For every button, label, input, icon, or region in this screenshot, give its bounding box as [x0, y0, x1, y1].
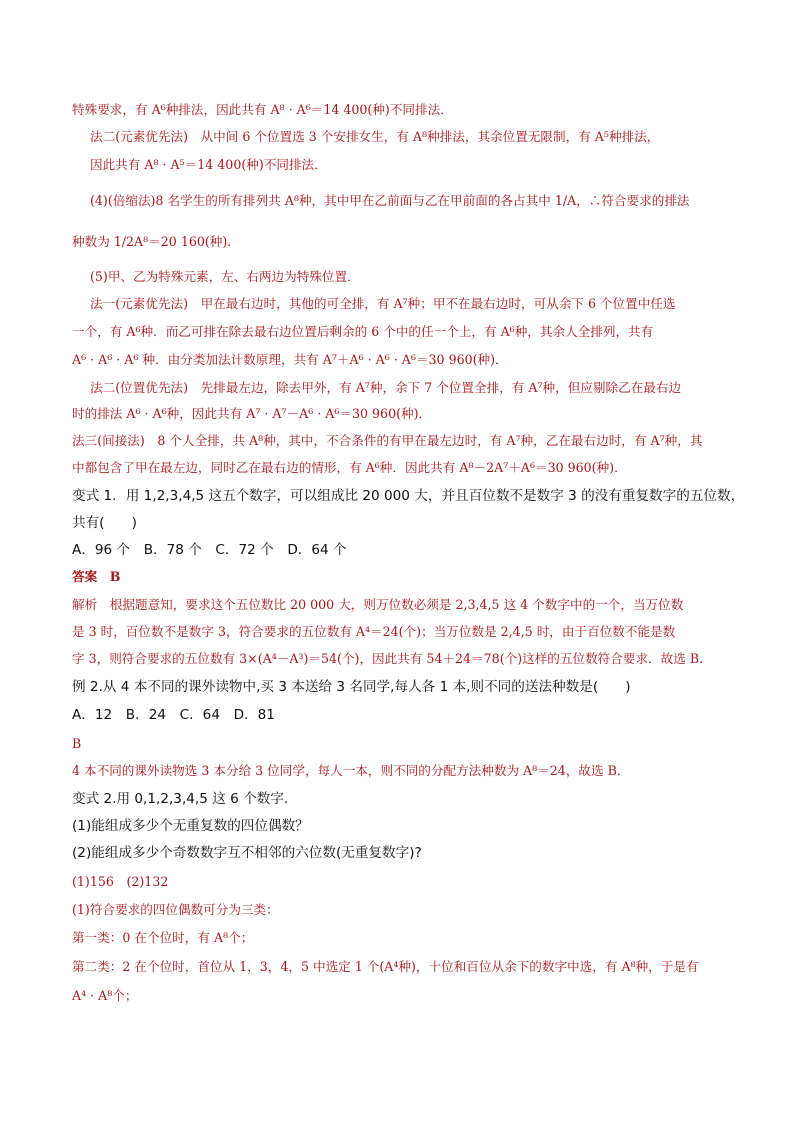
answer-text: (1)156 (2)132 [72, 874, 169, 889]
question-line: 变式 1．用 1,2,3,4,5 这五个数字，可以组成比 20 000 大，并且百位数不是数字 3 的没有重复数字的五位数， [72, 488, 745, 504]
options-line: A．12 B．24 C．64 D．81 [72, 707, 275, 723]
text-line: 字 3，则符合要求的五位数有 3×(A⁴－A³)＝54(个)，因此共有 54＋24＝78(个)这样的五位数符合要求．故选 B． [72, 651, 712, 666]
text-line: 中都包含了甲在最左边，同时乙在最右边的情形，有 A⁶种．因此共有 A⁸－2A⁷＋A⁶＝30 960(种)． [72, 460, 627, 475]
question-line: 共有( ) [72, 515, 137, 531]
text-line: 解析 根据题意知，要求这个五位数比 20 000 大，则万位数必须是 2,3,4,5 这 4 个数字中的一个，当万位数 [72, 597, 684, 612]
question-line: 例 2.从 4 本不同的课外读物中,买 3 本送给 3 名同学,每人各 1 本,则不同的送法种数是( ) [72, 679, 631, 695]
text-line: 时的排法 A⁶ · A⁶种，因此共有 A⁷ · A⁷－A⁶ · A⁶＝30 960(种)． [72, 406, 432, 421]
text-line: 一个，有 A⁶种．而乙可排在除去最右边位置后剩余的 6 个中的任一个上，有 A⁶种，其余人全排列，共有 [72, 324, 654, 339]
text-line: 法一(元素优先法) 甲在最右边时，其他的可全排，有 A⁷种；甲不在最右边时，可从余下 6 个位置中任选 [90, 296, 676, 311]
text-line: (5)甲、乙为特殊元素，左、右两边为特殊位置． [90, 269, 360, 284]
text-line: 第二类：2 在个位时，首位从 1，3，4，5 中选定 1 个(A⁴种)，十位和百位从余下的数字中选，有 A⁸种，于是有 [72, 959, 699, 974]
text-line: 4 本不同的课外读物选 3 本分给 3 位同学，每人一本，则不同的分配方法种数为 A⁸＝24，故选 B． [72, 763, 630, 778]
question-line: 变式 2.用 0,1,2,3,4,5 这 6 个数字． [72, 791, 298, 807]
text-line: 特殊要求，有 A⁶种排法，因此共有 A⁸ · A⁶＝14 400(种)不同排法． [72, 102, 453, 117]
text-line: 是 3 时，百位数不是数字 3，符合要求的五位数有 A⁴＝24(个)；当万位数是 2,4,5 时，由于百位数不能是数 [72, 624, 676, 639]
text-line: 法二(位置优先法) 先排最左边，除去甲外，有 A⁷种，余下 7 个位置全排，有 A⁷种，但应剔除乙在最右边 [90, 380, 682, 395]
text-line: A⁶ · A⁶ · A⁶ 种．由分类加法计数原理，共有 A⁷＋A⁶ · A⁶ · A⁶＝30 960(种)． [72, 352, 508, 367]
text-line: 种数为 1/2A⁸＝20 160(种)． [72, 234, 240, 249]
text-line: (4)(倍缩法)8 名学生的所有排列共 A⁸种，其中甲在乙前面与乙在甲前面的各占其中 1/A，∴符合要求的排法 [90, 193, 690, 208]
question-line: (1)能组成多少个无重复数的四位偶数？ [72, 818, 309, 834]
question-line: (2)能组成多少个奇数数字互不相邻的六位数(无重复数字)? [72, 845, 422, 861]
text-line: (1)符合要求的四位偶数可分为三类： [72, 902, 279, 917]
text-line: 因此共有 A⁸ · A⁵＝14 400(种)不同排法． [90, 157, 327, 172]
answer-text: B [72, 736, 82, 751]
options-line: A．96 个 B．78 个 C．72 个 D．64 个 [72, 542, 347, 558]
text-line: A⁴ · A⁸个； [72, 988, 138, 1003]
text-line: 法三(间接法) 8 个人全排，共 A⁸种，其中，不合条件的有甲在最左边时，有 A⁷种，乙在最右边时，有 A⁷种，其 [72, 433, 703, 448]
text-line: 法二(元素优先法) 从中间 6 个位置选 3 个安排女生，有 A⁸种排法，其余位置无限制，有 A⁵种排法， [90, 129, 660, 144]
text-line: 第一类：0 在个位时，有 A⁸个； [72, 930, 254, 945]
answer-label: 答案 B [72, 569, 121, 584]
